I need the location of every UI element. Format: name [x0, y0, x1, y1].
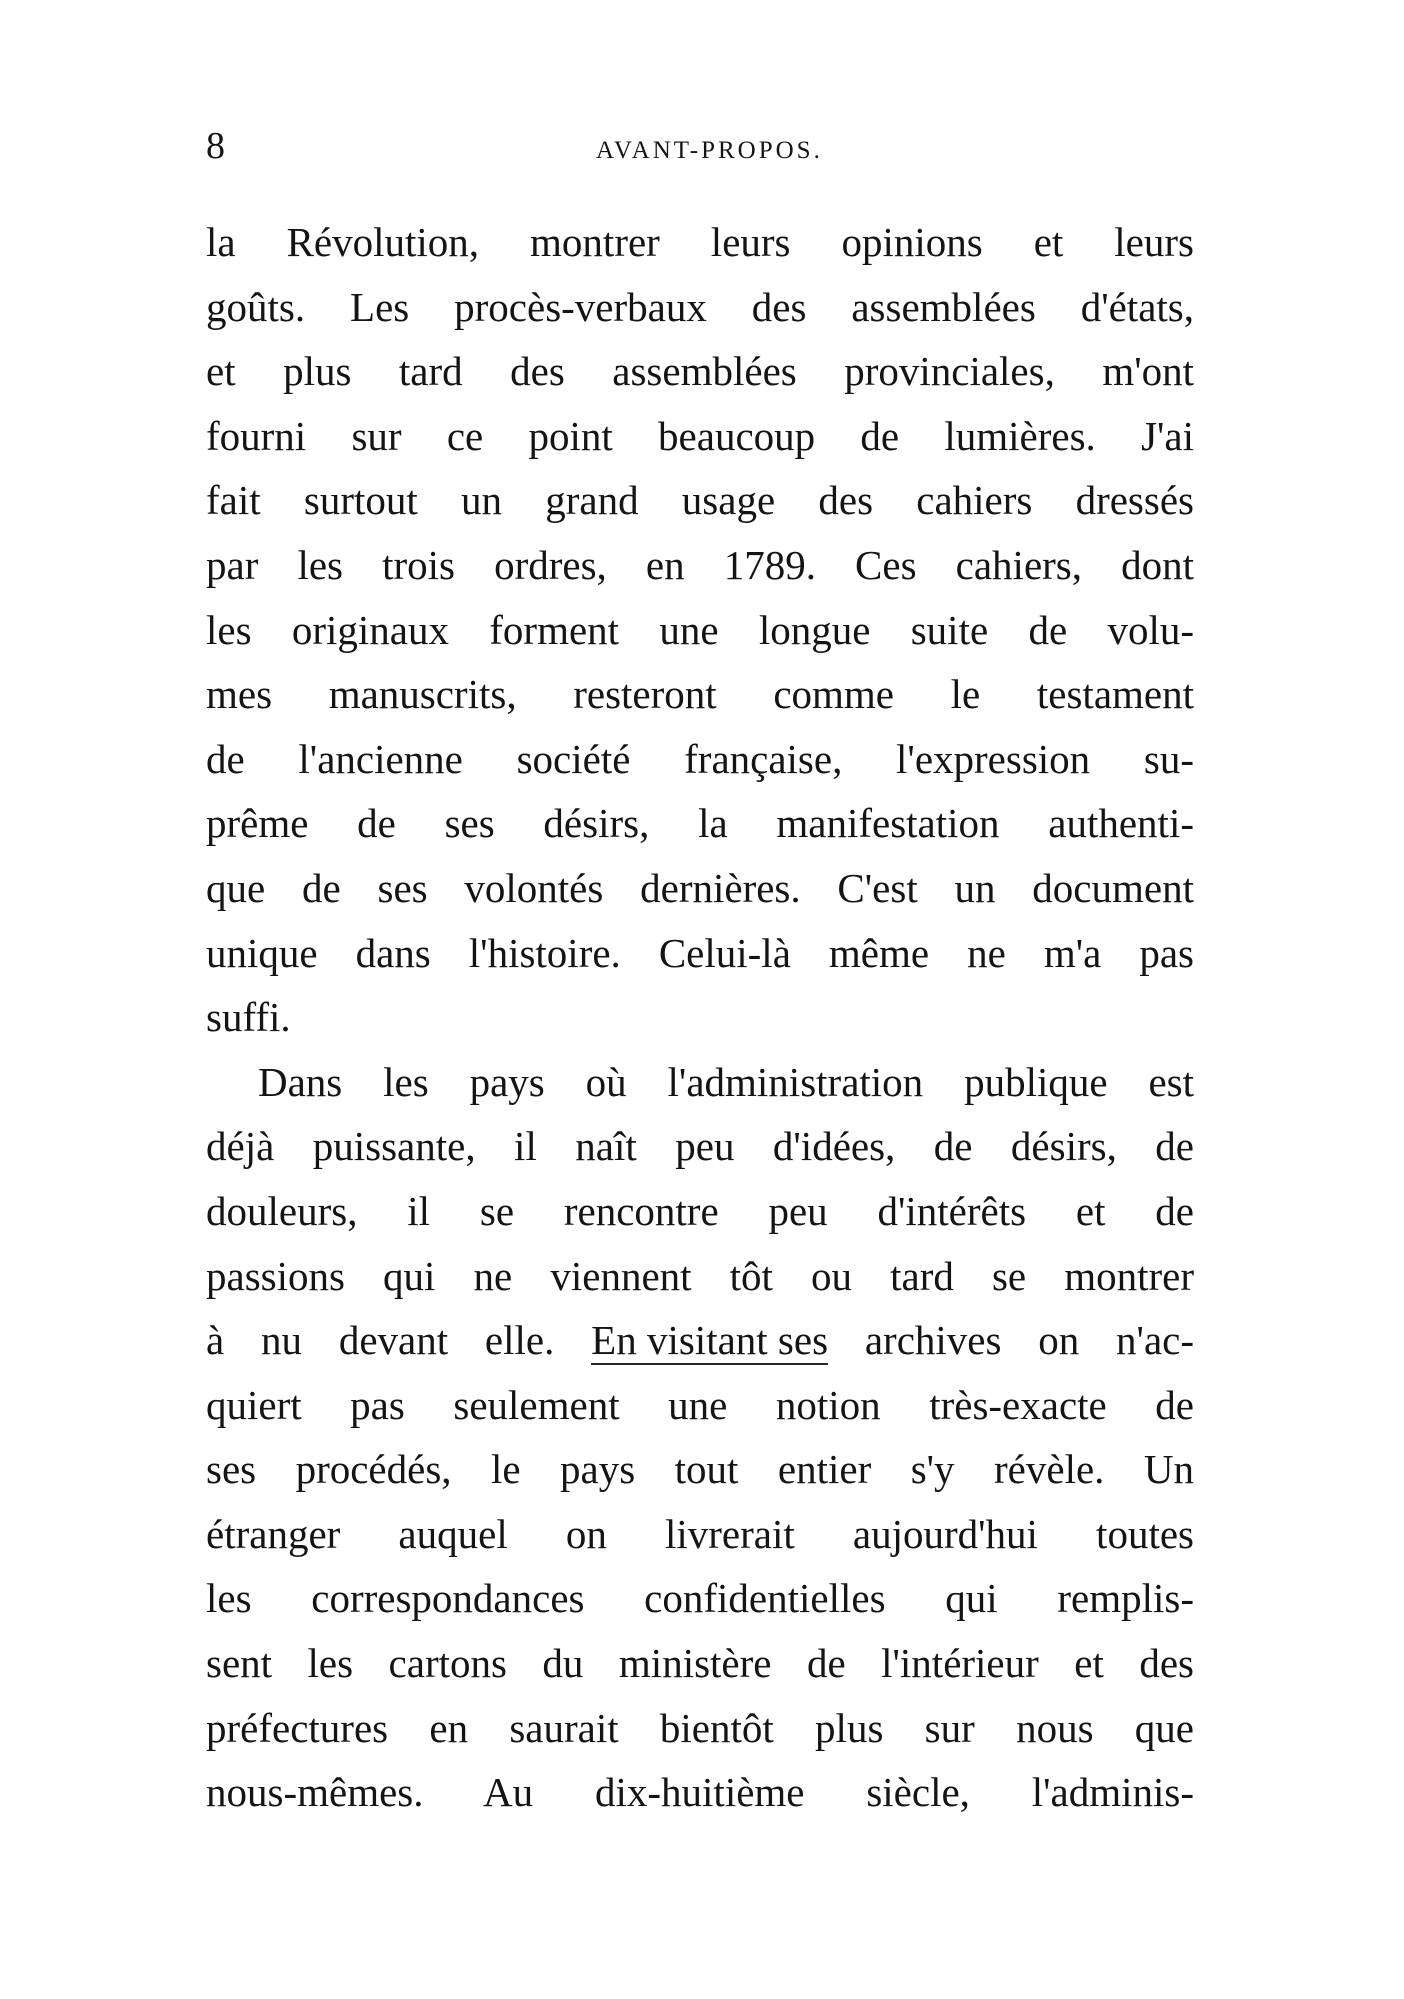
text-line: goûts. Les procès-verbaux des assemblées d'états, [206, 283, 1194, 330]
text-line: nous-mêmes. Au dix-huitième siècle, l'adminis- [206, 1769, 1194, 1816]
text-line: prême de ses désirs, la manifestation authenti- [206, 800, 1194, 847]
text-line: fait surtout un grand usage des cahiers dressés [206, 477, 1194, 524]
text-line: étranger auquel on livrerait aujourd'hui toutes [206, 1510, 1194, 1557]
paragraph-2 [206, 1050, 1194, 1825]
text-line: passions qui ne viennent tôt ou tard se montrer [206, 1252, 1194, 1299]
text-line: les originaux forment une longue suite de volu- [206, 606, 1194, 653]
text-segment: à nu devant elle. [206, 1317, 555, 1364]
text-line: déjà puissante, il naît peu d'idées, de désirs, de [206, 1123, 1194, 1170]
text-line: que de ses volontés dernières. C'est un document [206, 864, 1194, 911]
text-line: sent les cartons du ministère de l'intérieur et des [206, 1640, 1194, 1687]
text-line: par les trois ordres, en 1789. Ces cahiers, dont [206, 541, 1194, 588]
text-line: et plus tard des assemblées provinciales, m'ont [206, 348, 1194, 395]
text-segment: archives on n'ac- [864, 1317, 1194, 1364]
running-title: AVANT-PROPOS. [596, 137, 823, 164]
text-line [206, 1308, 1194, 1373]
underlined-phrase: En visitant ses [591, 1317, 829, 1364]
text-line: de l'ancienne société française, l'expression su- [206, 735, 1194, 782]
text-line: unique dans l'histoire. Celui-là même ne m'a pas [206, 929, 1194, 976]
text-line: quiert pas seulement une notion très-exacte de [206, 1381, 1194, 1428]
body-text [206, 210, 1194, 1825]
text-line: mes manuscrits, resteront comme le testament [206, 671, 1194, 718]
page-header [206, 126, 1206, 176]
paragraph-1 [206, 210, 1194, 1050]
page-number: 8 [206, 125, 225, 167]
text-line: douleurs, il se rencontre peu d'intérêts et de [206, 1187, 1194, 1234]
text-line: Dans les pays où l'administration publique est [258, 1058, 1194, 1105]
text-line: fourni sur ce point beaucoup de lumières. J'ai [206, 412, 1194, 459]
text-line: la Révolution, montrer leurs opinions et leurs [206, 219, 1194, 265]
text-line: ses procédés, le pays tout entier s'y révèle. Un [206, 1446, 1194, 1493]
text-line: suffi. [206, 994, 291, 1041]
text-line: préfectures en saurait bientôt plus sur nous que [206, 1704, 1194, 1751]
text-line: les correspondances confidentielles qui remplis- [206, 1575, 1194, 1622]
